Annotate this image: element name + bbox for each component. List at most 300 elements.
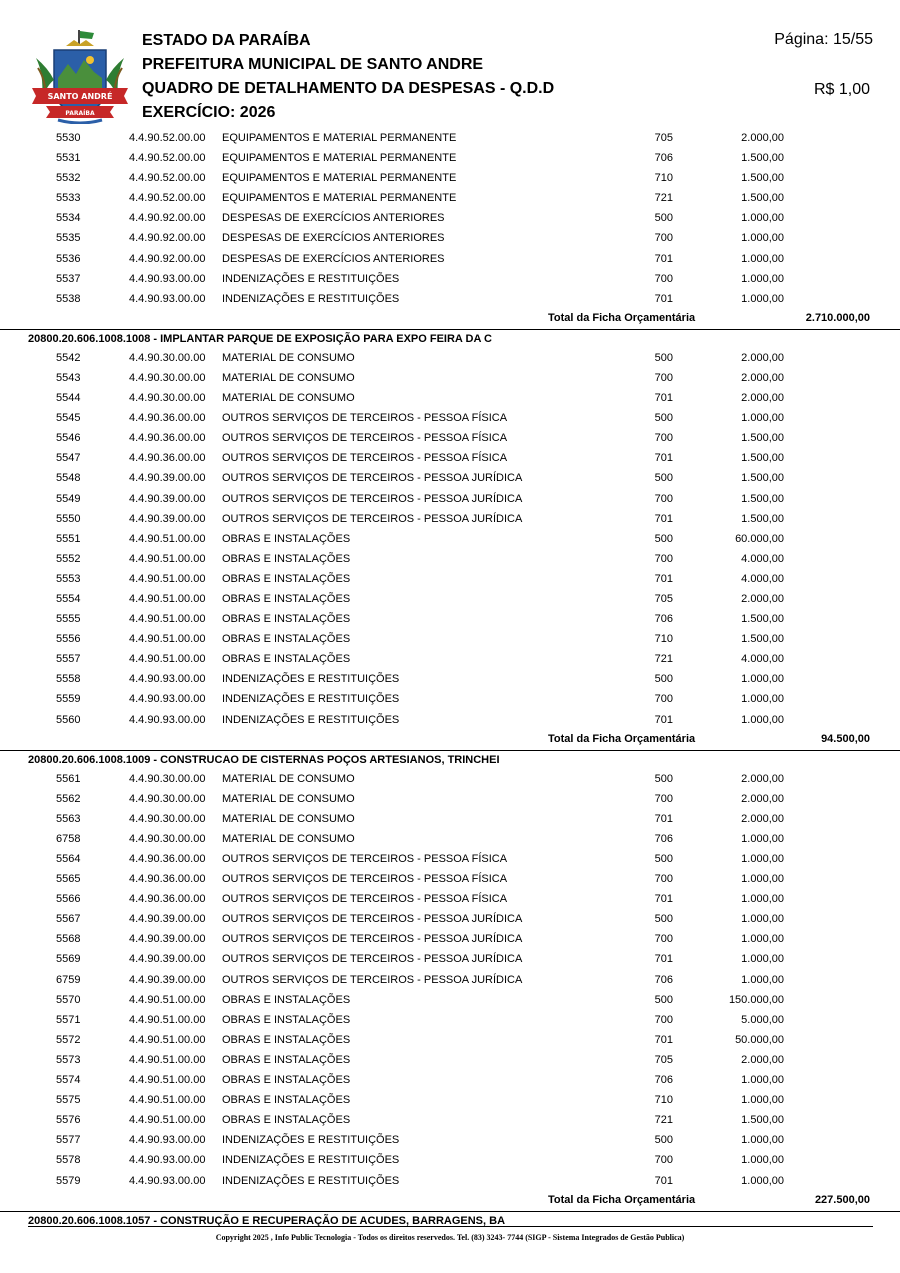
expense-element-code: 4.4.90.36.00.00 — [129, 873, 206, 886]
expense-element-code: 4.4.90.93.00.00 — [129, 713, 206, 726]
ficha-value: 1.000,00 — [741, 693, 784, 706]
footer-divider — [28, 1226, 873, 1227]
expense-element-code: 4.4.90.51.00.00 — [129, 993, 206, 1006]
expense-description: MATERIAL DE CONSUMO — [222, 812, 355, 825]
expense-description: INDENIZAÇÕES E RESTITUIÇÕES — [222, 292, 400, 305]
ficha-value: 1.000,00 — [741, 973, 784, 986]
expense-element-code: 4.4.90.39.00.00 — [129, 512, 206, 525]
expense-description: OBRAS E INSTALAÇÕES — [222, 592, 351, 605]
ficha-value: 1.000,00 — [741, 232, 784, 245]
ficha-number: 5556 — [56, 633, 81, 646]
expense-description: EQUIPAMENTOS E MATERIAL PERMANENTE — [222, 172, 457, 185]
expense-description: OUTROS SERVIÇOS DE TERCEIROS - PESSOA FÍSICA — [222, 873, 508, 886]
total-value: 2.710.000,00 — [805, 311, 870, 324]
resource-source: 705 — [654, 132, 673, 144]
ficha-value: 1.500,00 — [741, 472, 784, 485]
expense-element-code: 4.4.90.30.00.00 — [129, 392, 206, 405]
table-row — [0, 789, 900, 809]
resource-source: 701 — [654, 953, 673, 966]
ficha-number: 5563 — [56, 812, 81, 825]
ficha-number: 5535 — [56, 232, 81, 245]
table-row — [0, 348, 900, 368]
table-row — [0, 990, 900, 1010]
table-row — [0, 589, 900, 609]
ficha-value: 2.000,00 — [741, 351, 784, 364]
ficha-value: 1.500,00 — [741, 633, 784, 646]
municipal-coat-of-arms-logo — [28, 28, 132, 124]
ficha-number: 5566 — [56, 893, 81, 906]
expense-description: OUTROS SERVIÇOS DE TERCEIROS - PESSOA FÍSICA — [222, 432, 508, 445]
resource-source: 500 — [654, 1134, 673, 1147]
ficha-value: 4.000,00 — [741, 653, 784, 666]
table-row — [0, 970, 900, 990]
expense-description: DESPESAS DE EXERCÍCIOS ANTERIORES — [222, 252, 445, 265]
resource-source: 701 — [654, 713, 673, 726]
expense-description: OBRAS E INSTALAÇÕES — [222, 572, 351, 585]
expense-element-code: 4.4.90.93.00.00 — [129, 693, 206, 706]
table-row — [0, 1030, 900, 1050]
resource-source: 500 — [654, 532, 673, 545]
expense-description: OUTROS SERVIÇOS DE TERCEIROS - PESSOA JURÍDICA — [222, 933, 523, 946]
resource-source: 706 — [654, 832, 673, 845]
ficha-number: 5575 — [56, 1094, 81, 1107]
ficha-number: 5577 — [56, 1134, 81, 1147]
expense-description: INDENIZAÇÕES E RESTITUIÇÕES — [222, 713, 400, 726]
ficha-value: 1.000,00 — [741, 272, 784, 285]
resource-source: 700 — [654, 492, 673, 505]
table-row — [0, 509, 900, 529]
expense-element-code: 4.4.90.30.00.00 — [129, 832, 206, 845]
ficha-number: 5558 — [56, 673, 81, 686]
ficha-number: 5570 — [56, 993, 81, 1006]
ficha-number: 5531 — [56, 152, 81, 165]
ficha-number: 5559 — [56, 693, 81, 706]
expense-element-code: 4.4.90.93.00.00 — [129, 673, 206, 686]
expense-element-code: 4.4.90.51.00.00 — [129, 1094, 206, 1107]
table-row — [0, 929, 900, 949]
table-row — [0, 549, 900, 569]
ficha-value: 1.500,00 — [741, 492, 784, 505]
ficha-value: 1.000,00 — [741, 913, 784, 926]
resource-source: 500 — [654, 412, 673, 425]
ficha-value: 1.000,00 — [741, 713, 784, 726]
expense-element-code: 4.4.90.93.00.00 — [129, 272, 206, 285]
table-row — [0, 1070, 900, 1090]
table-row — [0, 689, 900, 709]
table-row — [0, 1130, 900, 1150]
expense-description: OBRAS E INSTALAÇÕES — [222, 1114, 351, 1127]
table-row — [0, 168, 900, 188]
action-title-text: 20800.20.606.1008.1008 - IMPLANTAR PARQUE DE EXPOSIÇÃO PARA EXPO FEIRA DA C — [28, 332, 492, 345]
ficha-value: 2.000,00 — [741, 1053, 784, 1066]
ficha-number: 5568 — [56, 933, 81, 946]
expense-element-code: 4.4.90.51.00.00 — [129, 1033, 206, 1046]
total-value: 227.500,00 — [814, 1193, 870, 1206]
table-row — [0, 1050, 900, 1070]
expense-description: OBRAS E INSTALAÇÕES — [222, 532, 351, 545]
ficha-number: 5571 — [56, 1013, 81, 1026]
table-row — [0, 489, 900, 509]
ficha-number: 5532 — [56, 172, 81, 185]
ficha-number: 5554 — [56, 592, 81, 605]
ficha-total-row — [0, 730, 900, 751]
ficha-number: 5572 — [56, 1033, 81, 1046]
ficha-number: 5576 — [56, 1114, 81, 1127]
ficha-total-row — [0, 1191, 900, 1212]
table-row — [0, 148, 900, 168]
expense-description: MATERIAL DE CONSUMO — [222, 392, 355, 405]
resource-source: 700 — [654, 272, 673, 285]
footer-copyright: Copyright 2025 , Info Public Tecnologia - Todos os direitos reservedos. Tel. (83) 3243- 7744 (SIGP - Sistema Integrados de Gestão Publica) — [215, 1233, 685, 1242]
table-row — [0, 228, 900, 248]
ficha-number: 5550 — [56, 512, 81, 525]
ficha-value: 1.000,00 — [741, 1174, 784, 1187]
table-row — [0, 1010, 900, 1030]
expense-element-code: 4.4.90.51.00.00 — [129, 532, 206, 545]
resource-source: 701 — [654, 1033, 673, 1046]
expense-element-code: 4.4.90.93.00.00 — [129, 292, 206, 305]
expense-element-code: 4.4.90.92.00.00 — [129, 212, 206, 225]
ficha-value: 2.000,00 — [741, 772, 784, 785]
expense-element-code: 4.4.90.36.00.00 — [129, 432, 206, 445]
ficha-value: 1.500,00 — [741, 152, 784, 165]
expense-description: OUTROS SERVIÇOS DE TERCEIROS - PESSOA FÍSICA — [222, 893, 508, 906]
ficha-value: 1.000,00 — [741, 1134, 784, 1147]
total-label: Total da Ficha Orçamentária — [548, 311, 696, 324]
expense-element-code: 4.4.90.51.00.00 — [129, 592, 206, 605]
ficha-value: 1.500,00 — [741, 1114, 784, 1127]
expense-element-code: 4.4.90.39.00.00 — [129, 933, 206, 946]
page-number: Página: 15/55 — [774, 31, 873, 48]
ficha-value: 4.000,00 — [741, 572, 784, 585]
expense-element-code: 4.4.90.39.00.00 — [129, 913, 206, 926]
expense-element-code: 4.4.90.39.00.00 — [129, 472, 206, 485]
resource-source: 500 — [654, 853, 673, 865]
ficha-value: 1.000,00 — [741, 292, 784, 305]
ficha-number: 5538 — [56, 292, 81, 305]
table-row — [0, 710, 900, 730]
expense-description: INDENIZAÇÕES E RESTITUIÇÕES — [222, 272, 400, 285]
ficha-value: 1.000,00 — [741, 1074, 784, 1087]
resource-source: 700 — [654, 432, 673, 445]
ficha-number: 5546 — [56, 432, 81, 445]
expense-description: MATERIAL DE CONSUMO — [222, 371, 355, 384]
expense-description: OUTROS SERVIÇOS DE TERCEIROS - PESSOA JURÍDICA — [222, 512, 523, 525]
resource-source: 700 — [654, 873, 673, 886]
resource-source: 705 — [654, 592, 673, 605]
expense-element-code: 4.4.90.39.00.00 — [129, 492, 206, 505]
ficha-value: 1.000,00 — [741, 832, 784, 845]
expense-description: OUTROS SERVIÇOS DE TERCEIROS - PESSOA FÍSICA — [222, 452, 508, 465]
ficha-number: 5533 — [56, 192, 81, 205]
expense-element-code: 4.4.90.92.00.00 — [129, 252, 206, 265]
resource-source: 700 — [654, 1154, 673, 1167]
ficha-number: 5545 — [56, 412, 81, 425]
ficha-value: 60.000,00 — [735, 532, 784, 545]
resource-source: 710 — [654, 633, 673, 646]
resource-source: 700 — [654, 693, 673, 706]
ficha-value: 2.000,00 — [741, 371, 784, 384]
expense-description: INDENIZAÇÕES E RESTITUIÇÕES — [222, 1134, 400, 1147]
ficha-number: 5552 — [56, 552, 81, 565]
resource-source: 700 — [654, 371, 673, 384]
ficha-number: 5579 — [56, 1174, 81, 1187]
expense-element-code: 4.4.90.36.00.00 — [129, 452, 206, 465]
ficha-value: 1.000,00 — [741, 873, 784, 886]
expense-element-code: 4.4.90.51.00.00 — [129, 1013, 206, 1026]
table-row — [0, 649, 900, 669]
ficha-value: 150.000,00 — [728, 993, 784, 1006]
resource-source: 706 — [654, 613, 673, 626]
ficha-rows-block-0 — [0, 128, 900, 309]
ficha-number: 5530 — [56, 132, 81, 144]
expense-description: MATERIAL DE CONSUMO — [222, 792, 355, 805]
expense-description: OBRAS E INSTALAÇÕES — [222, 1053, 351, 1066]
resource-source: 706 — [654, 1074, 673, 1087]
ficha-total-row — [0, 309, 900, 330]
resource-source: 701 — [654, 812, 673, 825]
expense-description: INDENIZAÇÕES E RESTITUIÇÕES — [222, 1174, 400, 1187]
resource-source: 710 — [654, 1094, 673, 1107]
ficha-number: 5544 — [56, 392, 81, 405]
ficha-value: 1.500,00 — [741, 192, 784, 205]
expense-description: OBRAS E INSTALAÇÕES — [222, 1074, 351, 1087]
expense-element-code: 4.4.90.30.00.00 — [129, 792, 206, 805]
ficha-number: 5573 — [56, 1053, 81, 1066]
action-title-text: 20800.20.606.1008.1009 - CONSTRUCAO DE CISTERNAS POÇOS ARTESIANOS, TRINCHEI — [28, 753, 500, 766]
ficha-number: 5543 — [56, 371, 81, 384]
expense-element-code: 4.4.90.51.00.00 — [129, 572, 206, 585]
table-row — [0, 869, 900, 889]
expense-description: OBRAS E INSTALAÇÕES — [222, 633, 351, 646]
expense-description: MATERIAL DE CONSUMO — [222, 351, 355, 364]
resource-source: 706 — [654, 973, 673, 986]
resource-source: 701 — [654, 893, 673, 906]
expense-description: OUTROS SERVIÇOS DE TERCEIROS - PESSOA JURÍDICA — [222, 953, 523, 966]
ficha-value: 1.500,00 — [741, 172, 784, 185]
expense-element-code: 4.4.90.51.00.00 — [129, 633, 206, 646]
table-row — [0, 949, 900, 969]
resource-source: 700 — [654, 933, 673, 946]
table-row — [0, 1110, 900, 1130]
table-row — [0, 529, 900, 549]
ficha-value: 2.000,00 — [741, 132, 784, 144]
ficha-value: 2.000,00 — [741, 812, 784, 825]
ficha-number: 5562 — [56, 792, 81, 805]
table-row — [0, 128, 900, 148]
ficha-rows-block-1 — [0, 348, 900, 730]
resource-source: 701 — [654, 512, 673, 525]
table-row — [0, 208, 900, 228]
resource-source: 700 — [654, 552, 673, 565]
expense-element-code: 4.4.90.52.00.00 — [129, 152, 206, 165]
ficha-number: 6759 — [56, 973, 81, 986]
logo-text-bottom: PARAÍBA — [65, 110, 95, 117]
table-row — [0, 269, 900, 289]
ficha-value: 2.000,00 — [741, 592, 784, 605]
expense-element-code: 4.4.90.93.00.00 — [129, 1134, 206, 1147]
resource-source: 700 — [654, 792, 673, 805]
report-title: QUADRO DE DETALHAMENTO DA DESPESAS - Q.D.D — [142, 80, 555, 97]
resource-source: 706 — [654, 152, 673, 165]
state-title: ESTADO DA PARAÍBA — [142, 32, 311, 49]
expense-element-code: 4.4.90.93.00.00 — [129, 1154, 206, 1167]
resource-source: 721 — [654, 653, 673, 666]
expense-element-code: 4.4.90.51.00.00 — [129, 1074, 206, 1087]
table-row — [0, 468, 900, 488]
expense-element-code: 4.4.90.51.00.00 — [129, 613, 206, 626]
table-row — [0, 609, 900, 629]
table-row — [0, 829, 900, 849]
expense-description: EQUIPAMENTOS E MATERIAL PERMANENTE — [222, 132, 457, 144]
ficha-value: 1.000,00 — [741, 412, 784, 425]
expense-element-code: 4.4.90.36.00.00 — [129, 893, 206, 906]
expense-description: OBRAS E INSTALAÇÕES — [222, 993, 351, 1006]
resource-source: 721 — [654, 192, 673, 205]
ficha-value: 50.000,00 — [735, 1033, 784, 1046]
ficha-value: 1.500,00 — [741, 512, 784, 525]
ficha-number: 5542 — [56, 351, 81, 364]
expense-element-code: 4.4.90.30.00.00 — [129, 772, 206, 785]
table-row — [0, 428, 900, 448]
table-row — [0, 769, 900, 789]
resource-source: 705 — [654, 1053, 673, 1066]
expense-description: EQUIPAMENTOS E MATERIAL PERMANENTE — [222, 192, 457, 205]
resource-source: 721 — [654, 1114, 673, 1127]
resource-source: 500 — [654, 673, 673, 686]
currency-unit: R$ 1,00 — [813, 81, 870, 98]
ficha-number: 5560 — [56, 713, 81, 726]
ficha-value: 1.500,00 — [741, 452, 784, 465]
table-row — [0, 388, 900, 408]
table-row — [0, 1171, 900, 1191]
expense-description: OUTROS SERVIÇOS DE TERCEIROS - PESSOA JURÍDICA — [222, 472, 523, 485]
ficha-value: 2.000,00 — [741, 792, 784, 805]
table-row — [0, 809, 900, 829]
ficha-number: 5578 — [56, 1154, 81, 1167]
ficha-value: 2.000,00 — [741, 392, 784, 405]
ficha-number: 5536 — [56, 252, 81, 265]
ficha-number: 5564 — [56, 853, 81, 865]
table-row — [0, 408, 900, 428]
expense-description: MATERIAL DE CONSUMO — [222, 832, 355, 845]
ficha-number: 6758 — [56, 832, 81, 845]
table-row — [0, 1090, 900, 1110]
total-label: Total da Ficha Orçamentária — [548, 1193, 696, 1206]
expense-element-code: 4.4.90.52.00.00 — [129, 172, 206, 185]
resource-source: 701 — [654, 292, 673, 305]
table-row — [0, 669, 900, 689]
ficha-value: 5.000,00 — [741, 1013, 784, 1026]
expense-detail-table — [0, 128, 900, 1230]
ficha-value: 1.000,00 — [741, 673, 784, 686]
expense-description: MATERIAL DE CONSUMO — [222, 772, 355, 785]
expense-description: OBRAS E INSTALAÇÕES — [222, 1094, 351, 1107]
logo-text-top: SANTO ANDRÉ — [47, 92, 113, 101]
resource-source: 500 — [654, 212, 673, 225]
resource-source: 701 — [654, 252, 673, 265]
ficha-value: 1.000,00 — [741, 853, 784, 865]
expense-element-code: 4.4.90.52.00.00 — [129, 132, 206, 144]
ficha-number: 5548 — [56, 472, 81, 485]
resource-source: 701 — [654, 1174, 673, 1187]
resource-source: 701 — [654, 452, 673, 465]
resource-source: 500 — [654, 772, 673, 785]
expense-description: OUTROS SERVIÇOS DE TERCEIROS - PESSOA JURÍDICA — [222, 973, 523, 986]
ficha-number: 5567 — [56, 913, 81, 926]
ficha-number: 5561 — [56, 772, 81, 785]
table-row — [0, 249, 900, 269]
expense-description: OBRAS E INSTALAÇÕES — [222, 552, 351, 565]
ficha-number: 5557 — [56, 653, 81, 666]
ficha-value: 1.000,00 — [741, 893, 784, 906]
expense-element-code: 4.4.90.30.00.00 — [129, 351, 206, 364]
expense-element-code: 4.4.90.39.00.00 — [129, 953, 206, 966]
total-value: 94.500,00 — [821, 732, 870, 745]
expense-description: OUTROS SERVIÇOS DE TERCEIROS - PESSOA FÍSICA — [222, 412, 508, 425]
expense-description: DESPESAS DE EXERCÍCIOS ANTERIORES — [222, 212, 445, 225]
ficha-number: 5549 — [56, 492, 81, 505]
ficha-value: 1.000,00 — [741, 933, 784, 946]
expense-element-code: 4.4.90.36.00.00 — [129, 853, 206, 865]
expense-description: OUTROS SERVIÇOS DE TERCEIROS - PESSOA FÍSICA — [222, 853, 508, 865]
table-row — [0, 289, 900, 309]
table-row — [0, 188, 900, 208]
resource-source: 701 — [654, 572, 673, 585]
ficha-value: 1.000,00 — [741, 953, 784, 966]
ficha-number: 5547 — [56, 452, 81, 465]
municipality-title: PREFEITURA MUNICIPAL DE SANTO ANDRE — [142, 56, 484, 73]
report-header — [0, 0, 900, 126]
table-row — [0, 629, 900, 649]
ficha-number: 5537 — [56, 272, 81, 285]
ficha-number: 5534 — [56, 212, 81, 225]
expense-description: INDENIZAÇÕES E RESTITUIÇÕES — [222, 1154, 400, 1167]
expense-element-code: 4.4.90.36.00.00 — [129, 412, 206, 425]
expense-description: OUTROS SERVIÇOS DE TERCEIROS - PESSOA JURÍDICA — [222, 492, 523, 505]
table-row — [0, 1150, 900, 1170]
resource-source: 500 — [654, 993, 673, 1006]
table-row — [0, 909, 900, 929]
ficha-number: 5574 — [56, 1074, 81, 1087]
ficha-value: 1.000,00 — [741, 212, 784, 225]
resource-source: 700 — [654, 232, 673, 245]
expense-description: INDENIZAÇÕES E RESTITUIÇÕES — [222, 693, 400, 706]
expense-element-code: 4.4.90.51.00.00 — [129, 1053, 206, 1066]
resource-source: 500 — [654, 351, 673, 364]
expense-description: OUTROS SERVIÇOS DE TERCEIROS - PESSOA JURÍDICA — [222, 913, 523, 926]
expense-element-code: 4.4.90.30.00.00 — [129, 812, 206, 825]
table-row — [0, 569, 900, 589]
ficha-number: 5551 — [56, 532, 81, 545]
resource-source: 500 — [654, 472, 673, 485]
expense-element-code: 4.4.90.51.00.00 — [129, 653, 206, 666]
ficha-rows-block-2 — [0, 769, 900, 1191]
ficha-value: 1.000,00 — [741, 252, 784, 265]
table-row — [0, 849, 900, 869]
ficha-value: 1.000,00 — [741, 1154, 784, 1167]
expense-description: OBRAS E INSTALAÇÕES — [222, 1013, 351, 1026]
expense-description: INDENIZAÇÕES E RESTITUIÇÕES — [222, 673, 400, 686]
expense-element-code: 4.4.90.30.00.00 — [129, 371, 206, 384]
resource-source: 710 — [654, 172, 673, 185]
resource-source: 500 — [654, 913, 673, 926]
ficha-number: 5553 — [56, 572, 81, 585]
expense-description: OBRAS E INSTALAÇÕES — [222, 1033, 351, 1046]
ficha-number: 5555 — [56, 613, 81, 626]
resource-source: 700 — [654, 1013, 673, 1026]
ficha-number: 5569 — [56, 953, 81, 966]
